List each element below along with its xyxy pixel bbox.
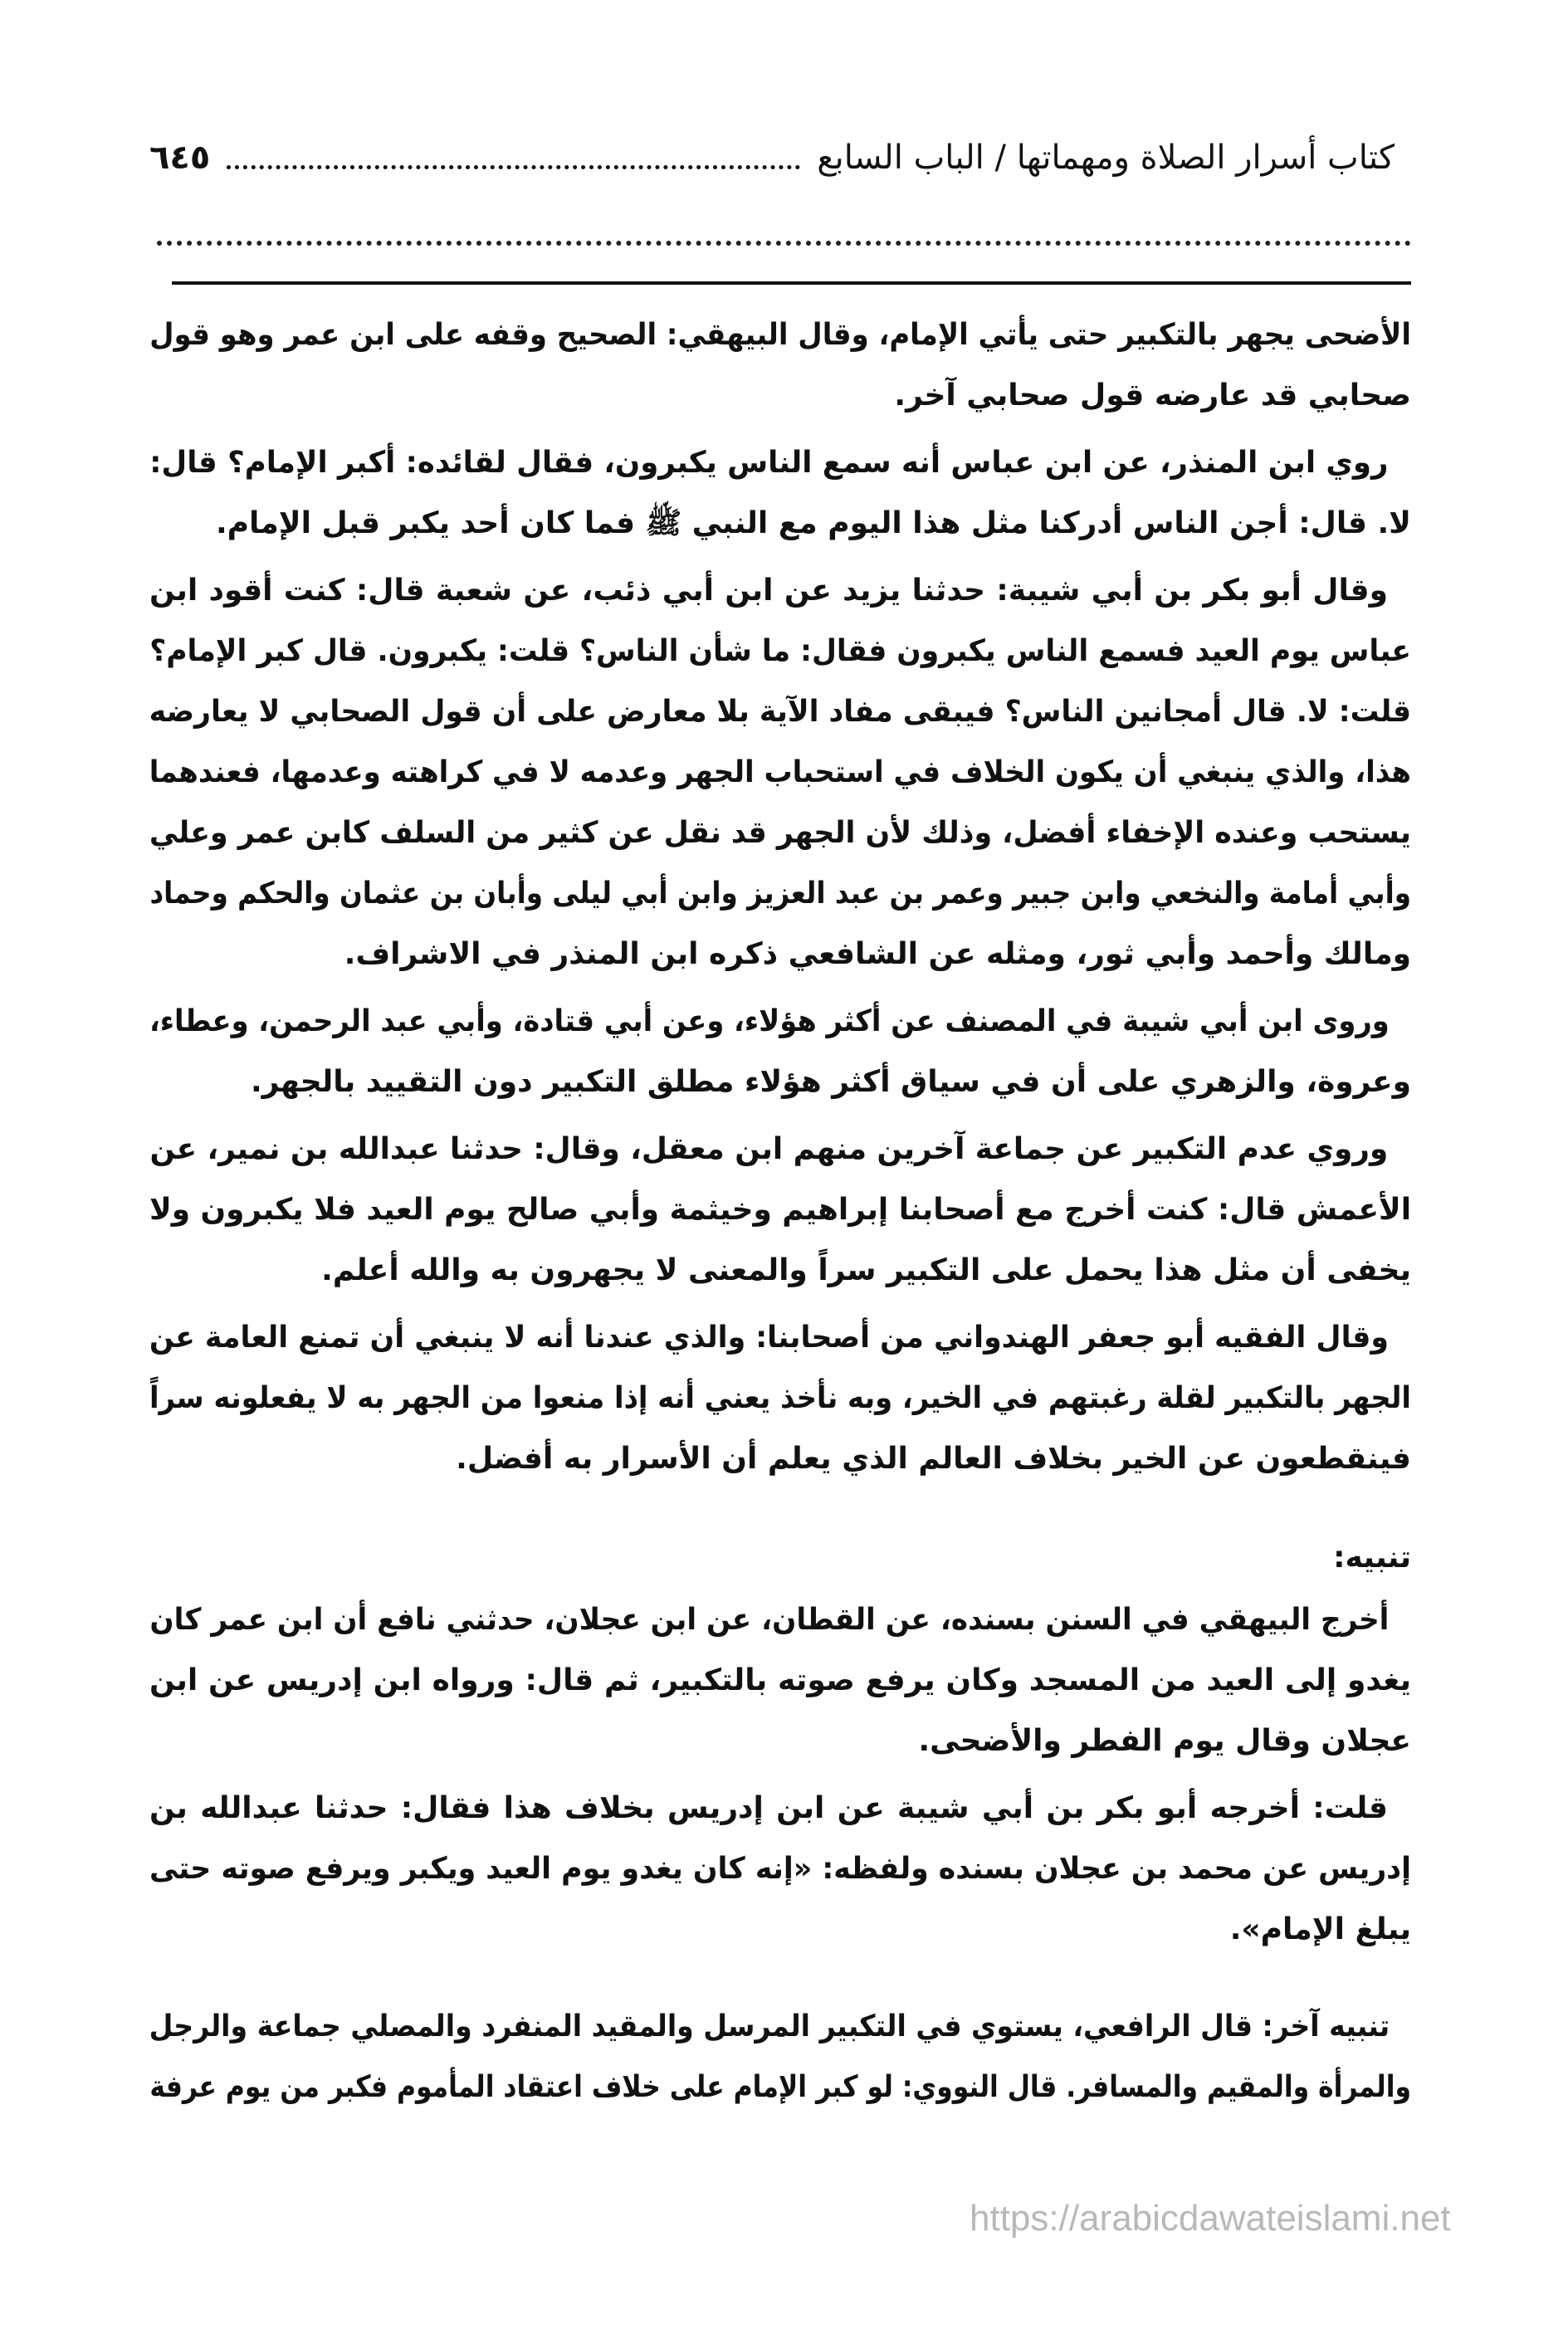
paragraph xyxy=(149,1778,1411,1960)
page-body xyxy=(149,305,1411,2117)
text-line: وقال الفقيه أبو جعفر الهندواني من أصحابنا: والذي عندنا أنه لا ينبغي أن تمنع العامة عن xyxy=(149,1321,1389,1355)
paragraph xyxy=(149,1996,1411,2117)
text-line: الأضحى يجهر بالتكبير حتى يأتي الإمام، وقال البيهقي: الصحيح وقفه على ابن عمر وهو قول xyxy=(149,318,1412,352)
text-line: عباس يوم العيد فسمع الناس يكبرون فقال: ما شأن الناس؟ قلت: يكبرون. قال كبر الإمام؟ xyxy=(149,634,1412,668)
text-line: تنبيه آخر: قال الرافعي، يستوي في التكبير المرسل والمقيد المنفرد والمصلي جماعة والرجل xyxy=(149,2009,1390,2044)
text-line: لا. قال: أجن الناس أدركنا مثل هذا اليوم مع النبي ﷺ فما كان أحد يكبر قبل الإمام. xyxy=(215,506,1411,540)
text-line: قلت: لا. قال أمجانين الناس؟ فيبقى مفاد الآية بلا معارض على أن قول الصحابي لا يعارضه xyxy=(149,695,1411,729)
text-line: يغدو إلى العيد من المسجد وكان يرفع صوته بالتكبير، ثم قال: ورواه ابن إدريس عن ابن xyxy=(149,1663,1411,1697)
header-rule xyxy=(172,281,1411,285)
paragraph xyxy=(149,305,1411,426)
text-line: يخفى أن مثل هذا يحمل على التكبير سراً والمعنى لا يجهرون به والله أعلم. xyxy=(321,1253,1411,1287)
dotted-divider xyxy=(157,241,1411,246)
section-heading xyxy=(149,1527,1411,1588)
text-line: وعروة، والزهري على أن في سياق أكثر هؤلاء مطلق التكبير دون التقييد بالجهر. xyxy=(250,1065,1411,1099)
leader-dots xyxy=(227,165,800,169)
text-line: الجهر بالتكبير لقلة رغبتهم في الخير، وبه نأخذ يعني أنه إذا منعوا من الجهر به لا يفعلونه سراً xyxy=(149,1381,1412,1415)
paragraph xyxy=(149,1307,1411,1489)
text-line: صحابي قد عارضه قول صحابي آخر. xyxy=(894,378,1411,413)
text-line: قلت: أخرجه أبو بكر بن أبي شيبة عن ابن إدريس بخلاف هذا فقال: حدثنا عبدالله بن xyxy=(149,1791,1388,1825)
text-line: يبلغ الإمام». xyxy=(1229,1912,1411,1946)
running-header-title: كتاب أسرار الصلاة ومهماتها / الباب السابع xyxy=(817,139,1395,177)
paragraph xyxy=(149,1590,1411,1771)
running-header xyxy=(149,125,1395,191)
text-line: تنبيه: xyxy=(1333,1541,1411,1575)
text-line: روي ابن المنذر، عن ابن عباس أنه سمع الناس يكبرون، فقال لقائده: أكبر الإمام؟ قال: xyxy=(149,446,1389,480)
text-line: فينقطعون عن الخير بخلاف العالم الذي يعلم أن الأسرار به أفضل. xyxy=(456,1442,1411,1476)
text-line: عجلان وقال يوم الفطر والأضحى. xyxy=(918,1724,1411,1758)
paragraph xyxy=(149,991,1411,1112)
paragraph xyxy=(149,560,1411,984)
text-line: ومالك وأحمد وأبي ثور، ومثله عن الشافعي ذكره ابن المنذر في الاشراف. xyxy=(344,937,1411,971)
watermark-url: https://arabicdawateislami.net xyxy=(970,2198,1451,2239)
paragraph xyxy=(149,432,1411,554)
text-line: الأعمش قال: كنت أخرج مع أصحابنا إبراهيم وخيثمة وأبي صالح يوم العيد فلا يكبرون ولا xyxy=(149,1193,1411,1227)
text-line: وروي عدم التكبير عن جماعة آخرين منهم ابن معقل، وقال: حدثنا عبدالله بن نمير، عن xyxy=(149,1132,1389,1166)
text-line: وروى ابن أبي شيبة في المصنف عن أكثر هؤلاء، وعن أبي قتادة، وأبي عبد الرحمن، وعطاء، xyxy=(149,1004,1390,1038)
text-line: والمرأة والمقيم والمسافر. قال النووي: لو كبر الإمام على خلاف اعتقاد المأموم فكبر من يوم عرفة xyxy=(149,2070,1411,2104)
text-line: أخرج البيهقي في السنن بسنده، عن القطان، عن ابن عجلان، حدثني نافع أن ابن عمر كان xyxy=(149,1603,1390,1637)
text-line: يستحب وعنده الإخفاء أفضل، وذلك لأن الجهر قد نقل عن كثير من السلف كابن عمر وعلي xyxy=(149,816,1411,850)
page-number: ٦٤٥ xyxy=(149,139,211,177)
text-line: هذا، والذي ينبغي أن يكون الخلاف في استحباب الجهر وعدمه لا في كراهته وعدمها، فعندهما xyxy=(149,755,1411,789)
paragraph xyxy=(149,1119,1411,1301)
text-line: وقال أبو بكر بن أبي شيبة: حدثنا يزيد عن ابن أبي ذئب، عن شعبة قال: كنت أقود ابن xyxy=(149,574,1388,608)
text-line: إدريس عن محمد بن عجلان بسنده ولفظه: «إنه كان يغدو يوم العيد ويكبر ويرفع صوته حتى xyxy=(149,1852,1411,1886)
text-line: وأبي أمامة والنخعي وابن جبير وعمر بن عبد العزيز وابن أبي ليلى وأبان بن عثمان والحكم وحماد xyxy=(149,877,1412,911)
